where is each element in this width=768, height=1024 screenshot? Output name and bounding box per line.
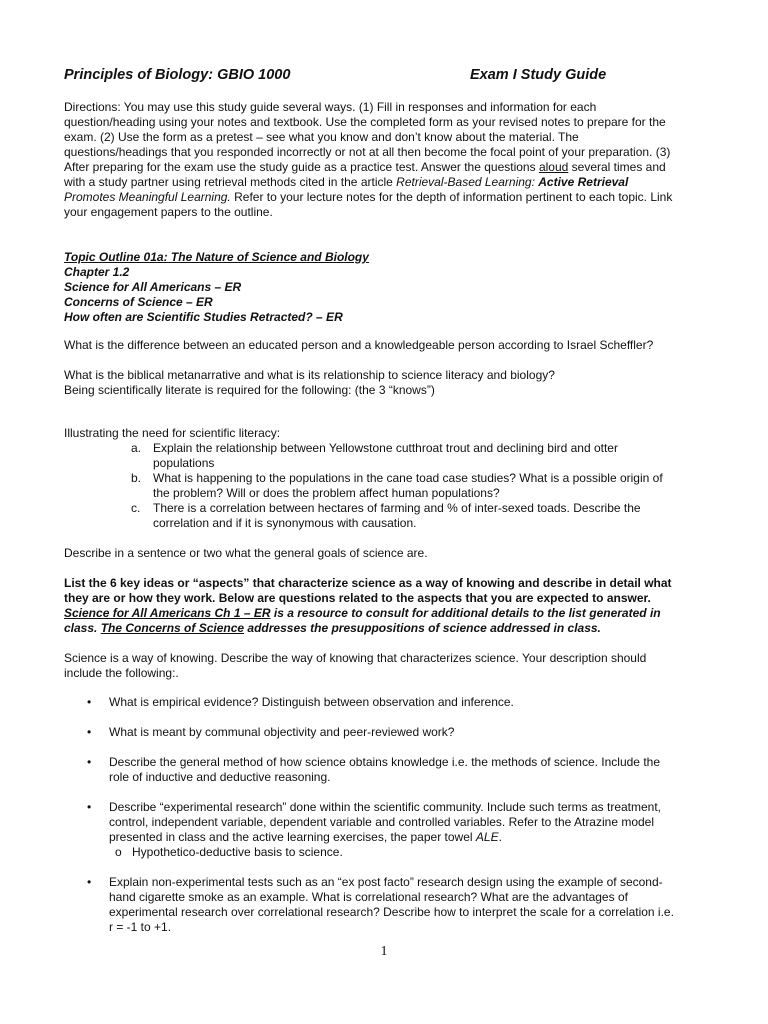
list-item: • What is meant by communal objectivity and peer-reviewed work? [87, 725, 455, 739]
course-title: Principles of Biology: GBIO 1000 [64, 67, 291, 83]
directions-line: After preparing for the exam use the study guide as a practice test. Answer the questions aloud several times and [64, 160, 666, 174]
illustrating-list [64, 441, 704, 531]
guide-title: Exam I Study Guide [470, 67, 607, 83]
topic-title: Topic Outline 01a: The Nature of Science and Biology [64, 250, 369, 264]
sub-list-item: o Hypothetico-deductive basis to science. [115, 845, 343, 859]
list-item: b. What is happening to the populations in the cane toad case studies? What is a possible origin of the problem? Will or does the problem affect human populations? [131, 471, 663, 500]
document-page [64, 66, 704, 950]
bullet-marker: • [87, 800, 92, 814]
reading-item: How often are Scientific Studies Retracted? – ER [64, 310, 343, 324]
bullet-marker: • [87, 725, 92, 739]
bullet-marker: • [87, 695, 92, 709]
list-item: a. Explain the relationship between Yellowstone cutthroat trout and declining bird and otter populations [131, 441, 618, 470]
bullet-list [64, 695, 704, 935]
directions-line: exam. (2) Use the form as a pretest – see what you know and don’t know about the material. The [64, 130, 579, 144]
aloud-emphasis: aloud [538, 160, 569, 174]
list-item: • Describe the general method of how science obtains knowledge i.e. the methods of science. Include the role of inductive and deductive reasoning. [87, 755, 660, 784]
directions-line: question/heading using your notes and textbook. Use the completed form as your revised notes to prepare for the [64, 115, 666, 129]
question-goals: Describe in a sentence or two what the general goals of science are. [64, 546, 428, 560]
illustrating-section [64, 426, 704, 531]
topic-outline-heading [64, 250, 704, 325]
bullet-marker: • [87, 755, 92, 769]
reading-item: Concerns of Science – ER [64, 295, 213, 309]
list-item: • Describe “experimental research” done within the scientific community. Include such terms as treatment, control, independent variable, dependent variable and controlled variables. Refer to the Atrazine model presented in class and the active learning exercises, the paper towel ALE. o Hypothetico-deductive basis to science. [64, 800, 704, 860]
directions-line: Promotes Meaningful Learning. Refer to your lecture notes for the depth of information pertinent to each topic. Link [64, 190, 673, 204]
key-ideas-paragraph: List the 6 key ideas or “aspects” that characterize science as a way of knowing and describe in detail what they are or how they work. Below are questions related to the aspects that you are expected to answer. Science for All Americans Ch 1 – ER is a resource to consult for additional details to the list generated in class. The Concerns of Science addresses the presuppositions of science addressed in class. [64, 576, 672, 635]
resource-link-text: The Concerns of Science [100, 621, 245, 635]
sub-bullet-marker: o [115, 845, 122, 859]
page-number: 1 [380, 944, 388, 959]
list-item: • What is empirical evidence? Distinguish between observation and inference. [87, 695, 514, 709]
chapter-label: Chapter 1.2 [64, 265, 130, 279]
directions-line: Directions: You may use this study guide several ways. (1) Fill in responses and information for each [64, 100, 597, 114]
directions-line: your engagement papers to the outline. [64, 205, 273, 219]
resource-link-text: Science for All Americans Ch 1 – ER [64, 606, 271, 620]
list-item: • Explain non-experimental tests such as an “ex post facto” research design using the example of second- hand cigarette smoke as an example. What is correlational research? What are the advantages of experimental research over correlational research? Describe how to interpret the scale for a correlation i.e. r = -1 to +1. [87, 875, 674, 934]
directions-paragraph [64, 100, 704, 220]
page-header [64, 66, 704, 84]
bullet-marker: • [87, 875, 92, 889]
science-way-paragraph: Science is a way of knowing. Describe the way of knowing that characterizes science. Your description should include the following:. [64, 651, 647, 680]
sub-list [109, 845, 704, 860]
directions-line: with a study partner using retrieval methods cited in the article Retrieval-Based Learning: Active Retrieval [64, 175, 629, 189]
illustrating-intro: Illustrating the need for scientific literacy: [64, 426, 281, 440]
question-metanarrative: What is the biblical metanarrative and what is its relationship to science literacy and biology? Being scientifically literate is required for the following: (the 3 “knows”) [64, 368, 555, 397]
article-title: Retrieval-Based Learning: [396, 175, 539, 189]
list-item: c. There is a correlation between hectares of farming and % of inter-sexed toads. Describe the correlation and if it is synonymous with causation. [131, 501, 641, 530]
reading-item: Science for All Americans – ER [64, 280, 242, 294]
directions-line: questions/headings that you responded incorrectly or not at all then become the focal point of your preparation. (3) [64, 145, 671, 159]
question-scheffler: What is the difference between an educated person and a knowledgeable person according to Israel Scheffler? [64, 338, 654, 352]
